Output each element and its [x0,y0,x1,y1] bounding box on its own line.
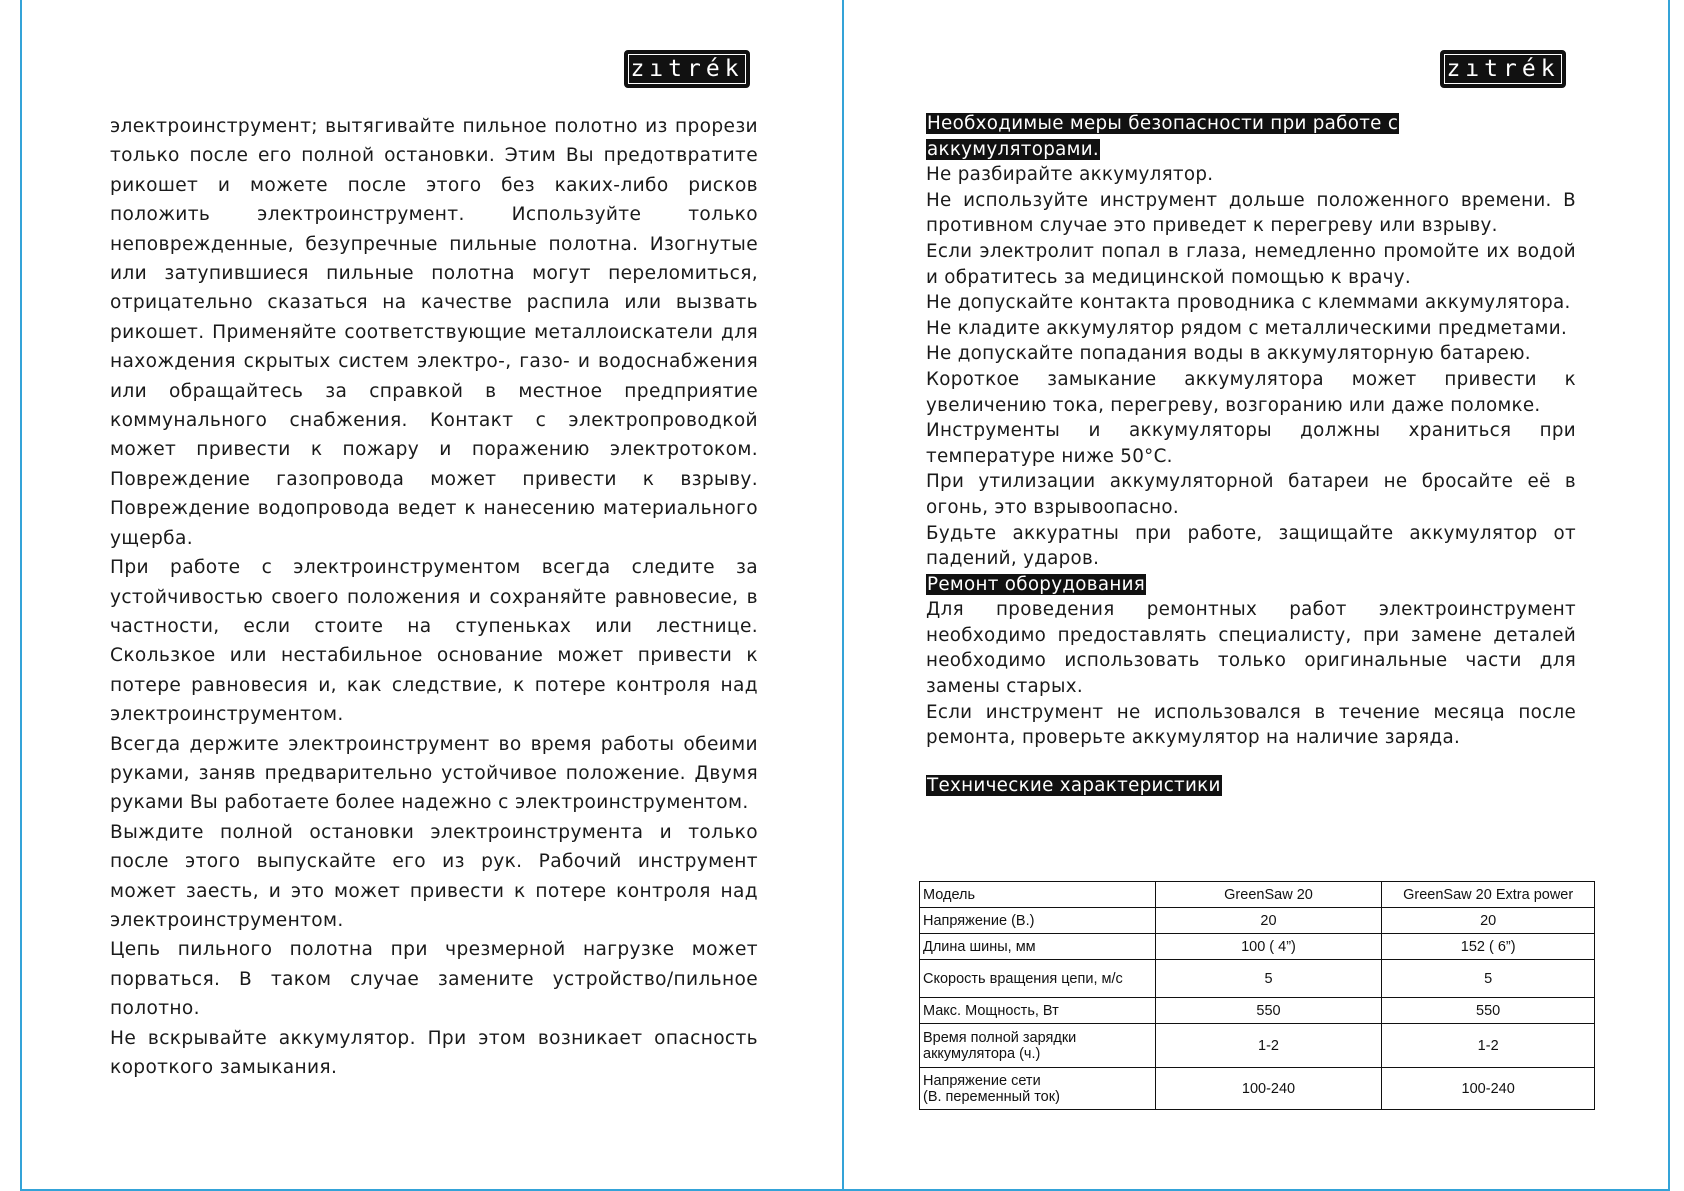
table-row [920,998,1595,1024]
table-cell: 550 [1155,998,1382,1024]
table-row [920,1024,1595,1068]
specs-heading: Технические характеристики [927,774,1221,796]
battery-item: Не используйте инструмент дольше положенного времени. В противном случае это приведет к перегреву или взрыву. [926,189,1576,237]
paragraph-stability: При работе с электроинструментом всегда следите за устойчивостью своего положения и сохраняйте равновесие, в частности, если стоите на ступеньках или лестнице. Скользкое или нестабильное основание может привести к потере равновесия и, как следствие, к потере контроля над электроинструментом. [110,557,758,726]
battery-item: Короткое замыкание аккумулятора может привести к увеличению тока, перегреву, возгоранию или даже поломке. [926,368,1576,416]
table-cell: Макс. Мощность, Вт [920,998,1156,1024]
table-cell: 5 [1382,960,1595,998]
left-text-column [110,112,758,1082]
table-cell: 20 [1155,908,1382,934]
battery-item: Не разбирайте аккумулятор. [926,164,1214,186]
battery-item: При утилизации аккумуляторной батареи не бросайте её в огонь, это взрывоопасно. [926,471,1576,518]
table-cell: Время полной зарядки аккумулятора (ч.) [920,1024,1156,1068]
table-row [920,934,1595,960]
table-cell: Скорость вращения цепи, м/с [920,960,1156,998]
battery-safety-heading: Необходимые меры безопасности при работе с аккумуляторами. [927,113,1399,160]
repair-heading: Ремонт оборудования [927,573,1146,595]
battery-item: Не допускайте попадания воды в аккумуляторную батарею. [926,343,1531,365]
paragraph-battery-open: Не вскрывайте аккумулятор. При этом возникает опасность короткого замыкания. [110,1027,758,1078]
table-cell: 100 ( 4”) [1155,934,1382,960]
table-row [920,960,1595,998]
right-page [844,0,1670,1191]
paragraph-full-stop: Выждите полной остановки электроинструмента и только после этого выпускайте его из рук. Рабочий инструмент может заесть, и это может привести к потере контроля над электроинструментом. [110,821,758,931]
battery-item: Инструменты и аккумуляторы должны храниться при температуре ниже 50°С. [926,420,1576,467]
table-cell: Напряжение (В.) [920,908,1156,934]
paragraph-two-hands: Всегда держите электроинструмент во время работы обеими руками, заняв предварительно устойчивое положение. Двумя руками Вы работаете более надежно с электроинструментом. [110,733,758,814]
right-text-column [926,111,1576,798]
table-row [920,908,1595,934]
table-cell: Длина шины, мм [920,934,1156,960]
table-cell: Модель [920,882,1156,908]
left-page [20,0,844,1191]
table-cell: GreenSaw 20 Extra power [1382,882,1595,908]
battery-item: Если электролит попал в глаза, немедленно промойте их водой и обратитесь за медицинской помощью к врачу. [926,240,1576,288]
specs-table [919,881,1595,1110]
table-cell: 5 [1155,960,1382,998]
repair-item: Если инструмент не использовался в течение месяца после ремонта, проверьте аккумулятор на наличие заряда. [926,701,1576,749]
battery-item: Не допускайте контакта проводника с клеммами аккумулятора. [926,292,1571,314]
table-cell: 152 ( 6”) [1382,934,1595,960]
table-cell: 100-240 [1382,1068,1595,1110]
paragraph-chain-overload: Цепь пильного полотна при чрезмерной нагрузке может порваться. В таком случае замените устройство/пильное полотно. [110,939,758,1020]
table-cell: 550 [1382,998,1595,1024]
table-cell: 20 [1382,908,1595,934]
zitrek-logo: zıtrék [1440,50,1566,88]
zitrek-logo: zıtrék [624,50,750,88]
table-cell: Напряжение сети (В. переменный ток) [920,1068,1156,1110]
paragraph-saw-safety: электроинструмент; вытягивайте пильное полотно из прорези только после его полной остановки. Этим Вы предотвратите рикошет и можете после этого без каких-либо рисков положить электроинструмент. Используйте только неповрежденные, безупречные пильные полотна. Изогнутые или затупившиеся пильные полотна могут переломиться, отрицательно сказаться на качестве распила или вызвать рикошет. Применяйте соответствующие металлоискатели для нахождения скрытых систем электро-, газо- и водоснабжения или обращайтесь за справкой в местное предприятие коммунального снабжения. Контакт с электропроводкой может привести к пожару и поражению электротоком. Повреждение газопровода может привести к взрыву. Повреждение водопровода ведет к нанесению материального ущерба. [110,116,758,549]
repair-item: Для проведения ремонтных работ электроинструмент необходимо предоставлять специалисту, при замене деталей необходимо использовать только оригинальные части для замены старых. [926,599,1576,698]
table-row [920,1068,1595,1110]
table-cell: GreenSaw 20 [1155,882,1382,908]
table-row [920,882,1595,908]
table-cell: 1-2 [1382,1024,1595,1068]
table-cell: 100-240 [1155,1068,1382,1110]
battery-item: Будьте аккуратны при работе, защищайте аккумулятор от падений, ударов. [926,522,1576,570]
battery-item: Не кладите аккумулятор рядом с металлическими предметами. [926,317,1568,339]
table-cell: 1-2 [1155,1024,1382,1068]
